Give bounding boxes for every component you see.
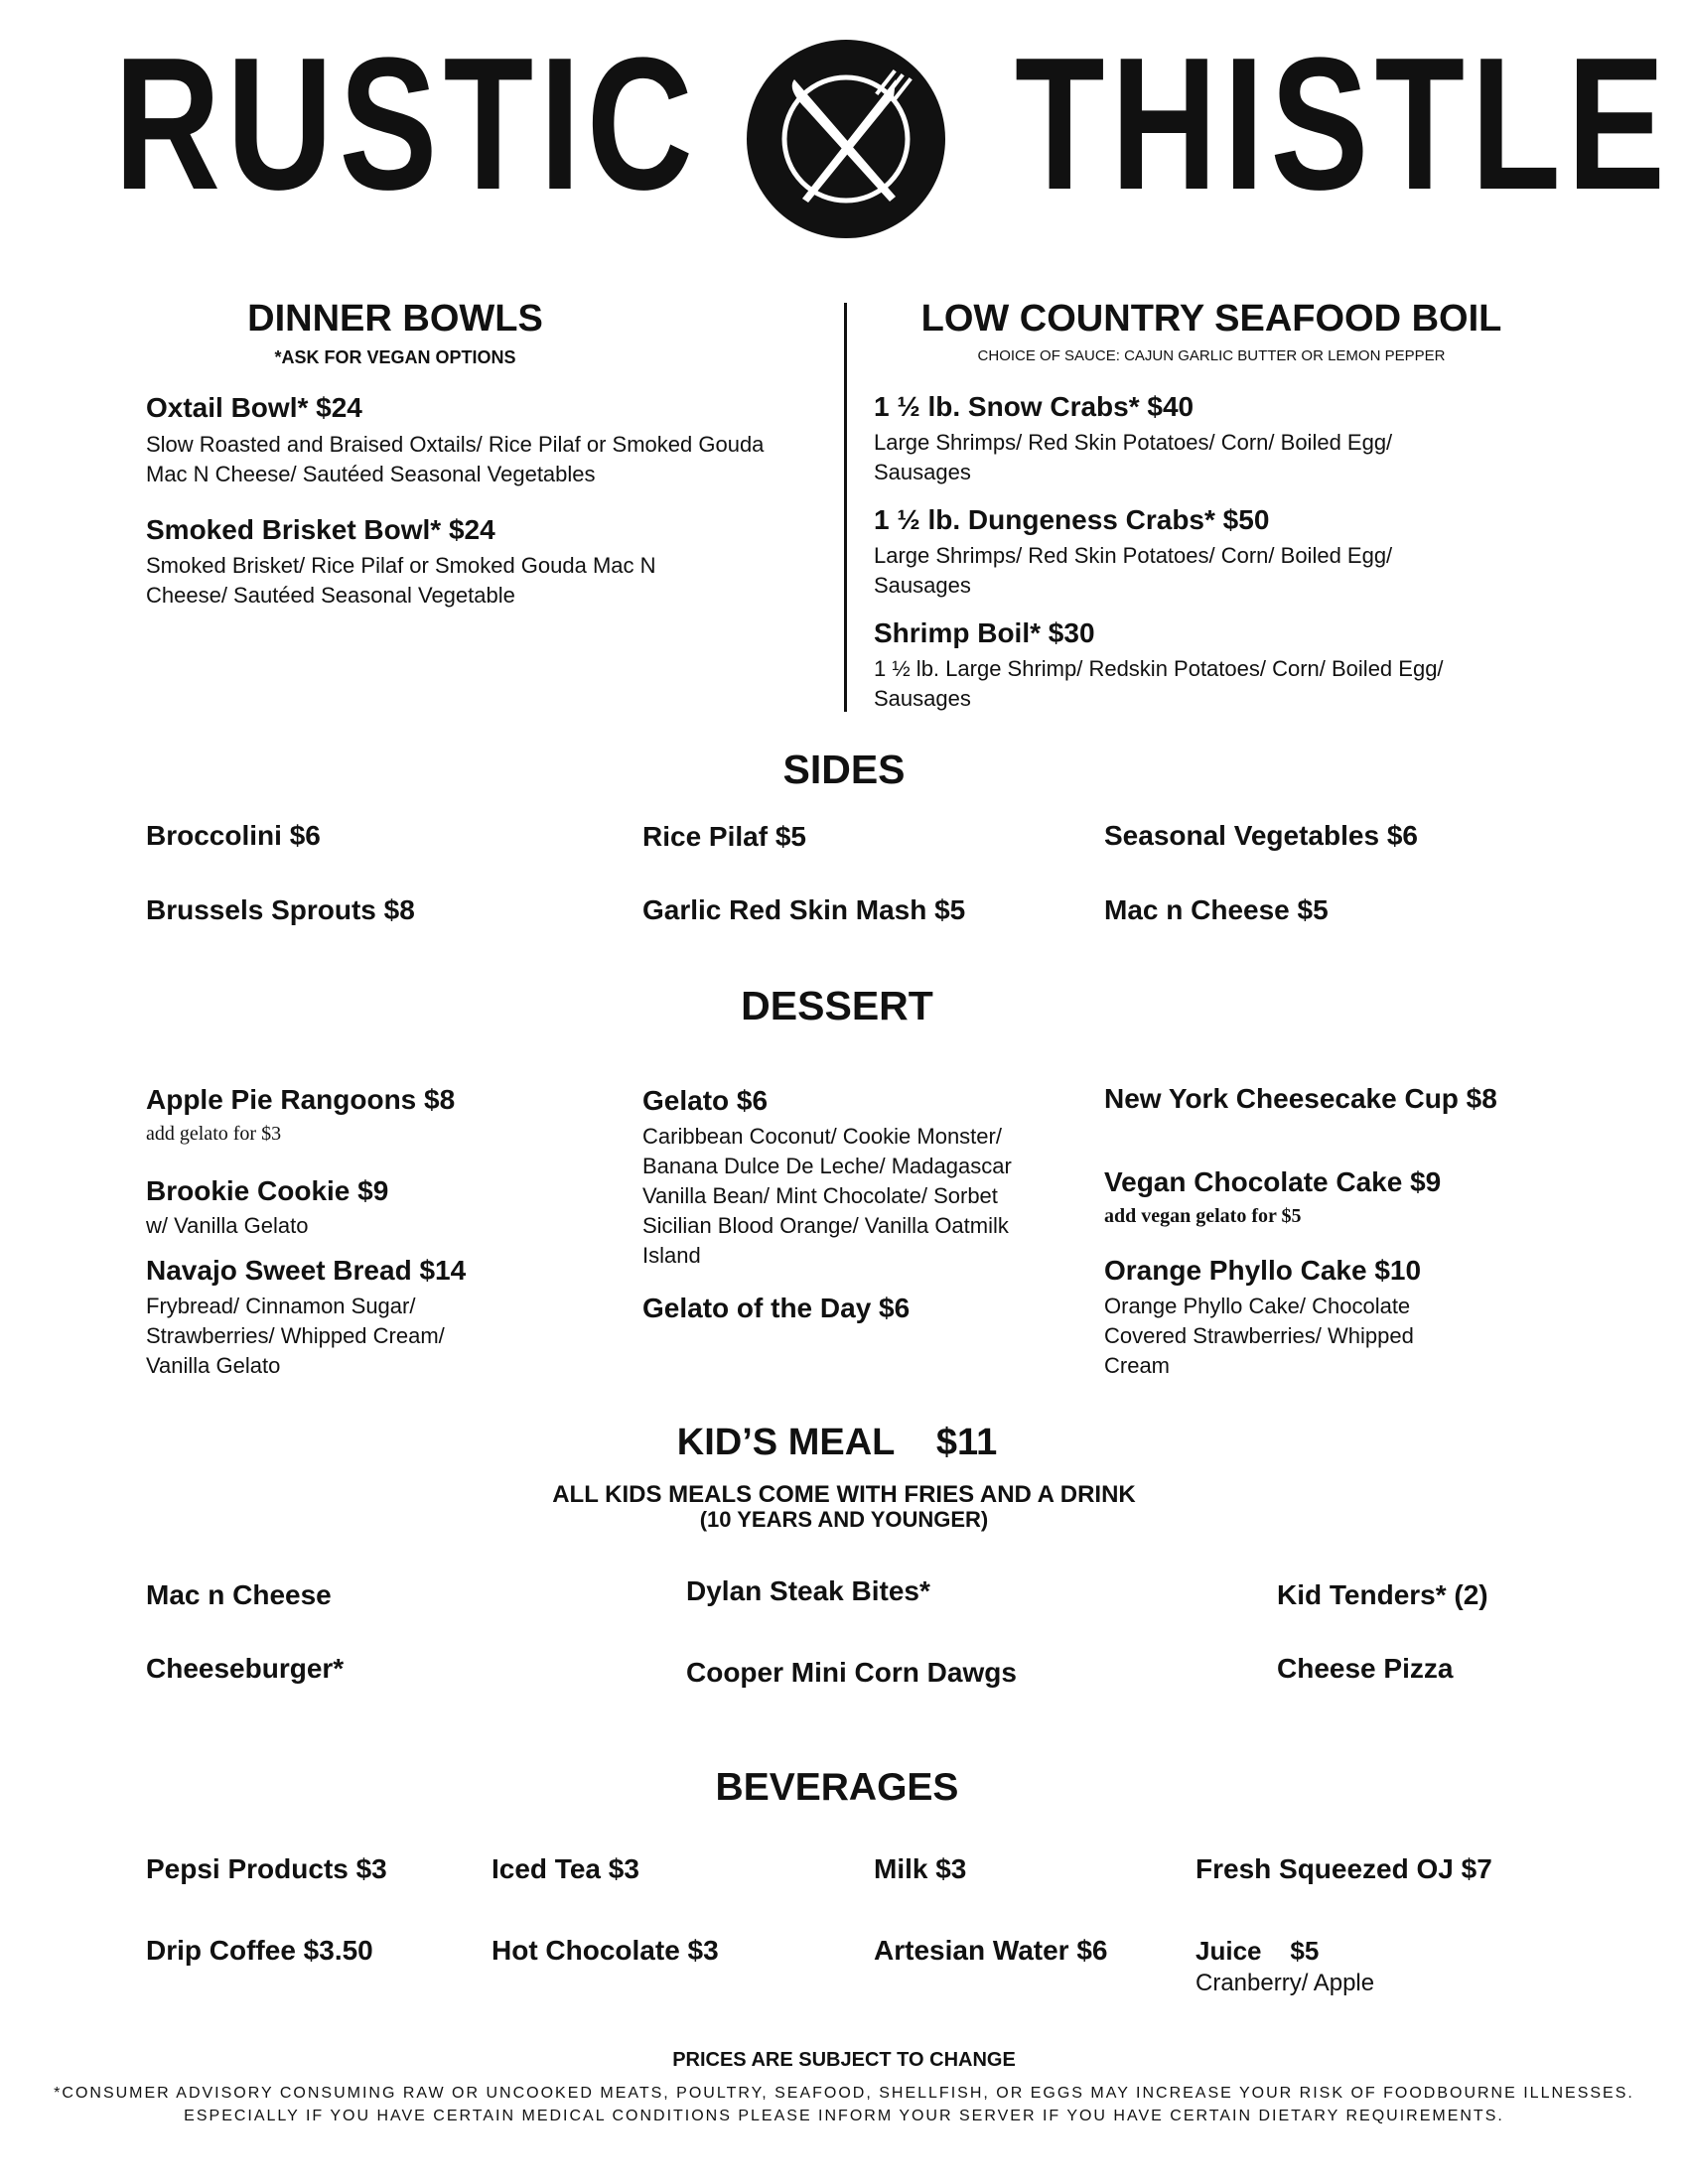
- orange-phyllo-desc: Orange Phyllo Cake/ Chocolate Covered Strawberries/ Whipped Cream: [1104, 1294, 1414, 1378]
- brisket-bowl-desc: Smoked Brisket/ Rice Pilaf or Smoked Gouda Mac N Cheese/ Sautéed Seasonal Vegetable: [146, 553, 656, 608]
- dungeness-crabs-name: 1 ½ lb. Dungeness Crabs* $50: [874, 504, 1270, 535]
- seafood-boil-note: CHOICE OF SAUCE: CAJUN GARLIC BUTTER OR LEMON PEPPER: [977, 347, 1446, 364]
- kids-meal-age-note: (10 YEARS AND YOUNGER): [699, 1507, 989, 1532]
- brisket-bowl-name: Smoked Brisket Bowl* $24: [146, 514, 495, 545]
- prices-notice: PRICES ARE SUBJECT TO CHANGE: [672, 2049, 1016, 2071]
- snow-crabs-name: 1 ½ lb. Snow Crabs* $40: [874, 391, 1195, 422]
- side-broccolini: Broccolini $6: [146, 820, 321, 851]
- kids-meal-title: KID’S MEAL $11: [676, 1422, 998, 1463]
- bev-milk: Milk $3: [874, 1853, 967, 1884]
- dessert-title: DESSERT: [741, 983, 933, 1028]
- gelato-name: Gelato $6: [642, 1085, 769, 1116]
- consumer-advisory-line1: *CONSUMER ADVISORY CONSUMING RAW OR UNCOOKED MEATS, POULTRY, SEAFOOD, SHELLFISH, OR EGGS MAY INCREASE YOUR RISK OF FOODBOURNE ILLNESSES.: [54, 2085, 1634, 2102]
- gelato-flavors: Caribbean Coconut/ Cookie Monster/ Banana Dulce De Leche/ Madagascar Vanilla Bean/ Mint Chocolate/ Sorbet Sicilian Blood Orange/ Vanilla Oatmilk Island: [642, 1124, 1012, 1268]
- bev-juice-flavors: Cranberry/ Apple: [1196, 1970, 1375, 1996]
- bev-fresh-oj: Fresh Squeezed OJ $7: [1196, 1853, 1492, 1884]
- side-seasonal-vegetables: Seasonal Vegetables $6: [1104, 820, 1418, 851]
- navajo-bread-name: Navajo Sweet Bread $14: [146, 1255, 467, 1286]
- kids-steak-bites: Dylan Steak Bites*: [686, 1575, 930, 1606]
- bev-iced-tea: Iced Tea $3: [492, 1853, 639, 1884]
- brand-word-right: THISTLE: [1015, 19, 1672, 229]
- side-mac-n-cheese: Mac n Cheese $5: [1104, 894, 1329, 925]
- plate-fork-knife-logo: [747, 40, 945, 238]
- kids-tenders: Kid Tenders* (2): [1277, 1579, 1488, 1610]
- dinner-bowls-title: DINNER BOWLS: [247, 298, 543, 340]
- brand-word-left: RUSTIC: [114, 19, 700, 229]
- navajo-bread-desc: Frybread/ Cinnamon Sugar/ Strawberries/ Whipped Cream/ Vanilla Gelato: [146, 1294, 445, 1378]
- side-rice-pilaf: Rice Pilaf $5: [642, 821, 806, 852]
- brookie-cookie-note: w/ Vanilla Gelato: [146, 1213, 309, 1238]
- vegan-cake-name: Vegan Chocolate Cake $9: [1104, 1166, 1442, 1197]
- seafood-boil-title: LOW COUNTRY SEAFOOD BOIL: [920, 298, 1502, 340]
- sides-title: SIDES: [782, 747, 906, 792]
- dinner-bowls-note: *ASK FOR VEGAN OPTIONS: [274, 347, 516, 367]
- bev-artesian-water: Artesian Water $6: [874, 1935, 1108, 1966]
- kids-cheese-pizza: Cheese Pizza: [1277, 1653, 1454, 1684]
- kids-meal-note: ALL KIDS MEALS COME WITH FRIES AND A DRINK: [552, 1481, 1136, 1508]
- kids-cheeseburger: Cheeseburger*: [146, 1653, 345, 1684]
- side-brussels-sprouts: Brussels Sprouts $8: [146, 894, 415, 925]
- bev-drip-coffee: Drip Coffee $3.50: [146, 1935, 373, 1966]
- snow-crabs-desc: Large Shrimps/ Red Skin Potatoes/ Corn/ Boiled Egg/ Sausages: [874, 430, 1393, 484]
- bev-hot-chocolate: Hot Chocolate $3: [492, 1935, 719, 1966]
- dungeness-crabs-desc: Large Shrimps/ Red Skin Potatoes/ Corn/ Boiled Egg/ Sausages: [874, 543, 1393, 598]
- shrimp-boil-name: Shrimp Boil* $30: [874, 617, 1095, 648]
- side-garlic-mash: Garlic Red Skin Mash $5: [642, 894, 966, 925]
- oxtail-bowl-desc: Slow Roasted and Braised Oxtails/ Rice Pilaf or Smoked Gouda Mac N Cheese/ Sautéed Seasonal Vegetables: [146, 432, 765, 486]
- apple-pie-rangoons-name: Apple Pie Rangoons $8: [146, 1084, 456, 1115]
- beverages-title: BEVERAGES: [715, 1766, 959, 1809]
- column-divider: [844, 303, 847, 712]
- orange-phyllo-name: Orange Phyllo Cake $10: [1104, 1255, 1422, 1286]
- apple-pie-rangoons-note: add gelato for $3: [146, 1123, 282, 1145]
- consumer-advisory-line2: ESPECIALLY IF YOU HAVE CERTAIN MEDICAL CONDITIONS PLEASE INFORM YOUR SERVER IF YOU HAVE CERTAIN DIETARY REQUIREMENTS.: [184, 2108, 1504, 2124]
- gelato-of-day-name: Gelato of the Day $6: [642, 1293, 911, 1323]
- oxtail-bowl-name: Oxtail Bowl* $24: [146, 392, 362, 423]
- kids-corn-dawgs: Cooper Mini Corn Dawgs: [686, 1657, 1017, 1688]
- vegan-cake-note: add vegan gelato for $5: [1104, 1205, 1302, 1227]
- shrimp-boil-desc: 1 ½ lb. Large Shrimp/ Redskin Potatoes/ Corn/ Boiled Egg/ Sausages: [874, 656, 1444, 711]
- bev-juice: Juice $5: [1196, 1936, 1320, 1966]
- bev-pepsi: Pepsi Products $3: [146, 1853, 387, 1884]
- kids-mac-n-cheese: Mac n Cheese: [146, 1579, 332, 1610]
- cheesecake-cup-name: New York Cheesecake Cup $8: [1104, 1083, 1497, 1114]
- brookie-cookie-name: Brookie Cookie $9: [146, 1175, 389, 1206]
